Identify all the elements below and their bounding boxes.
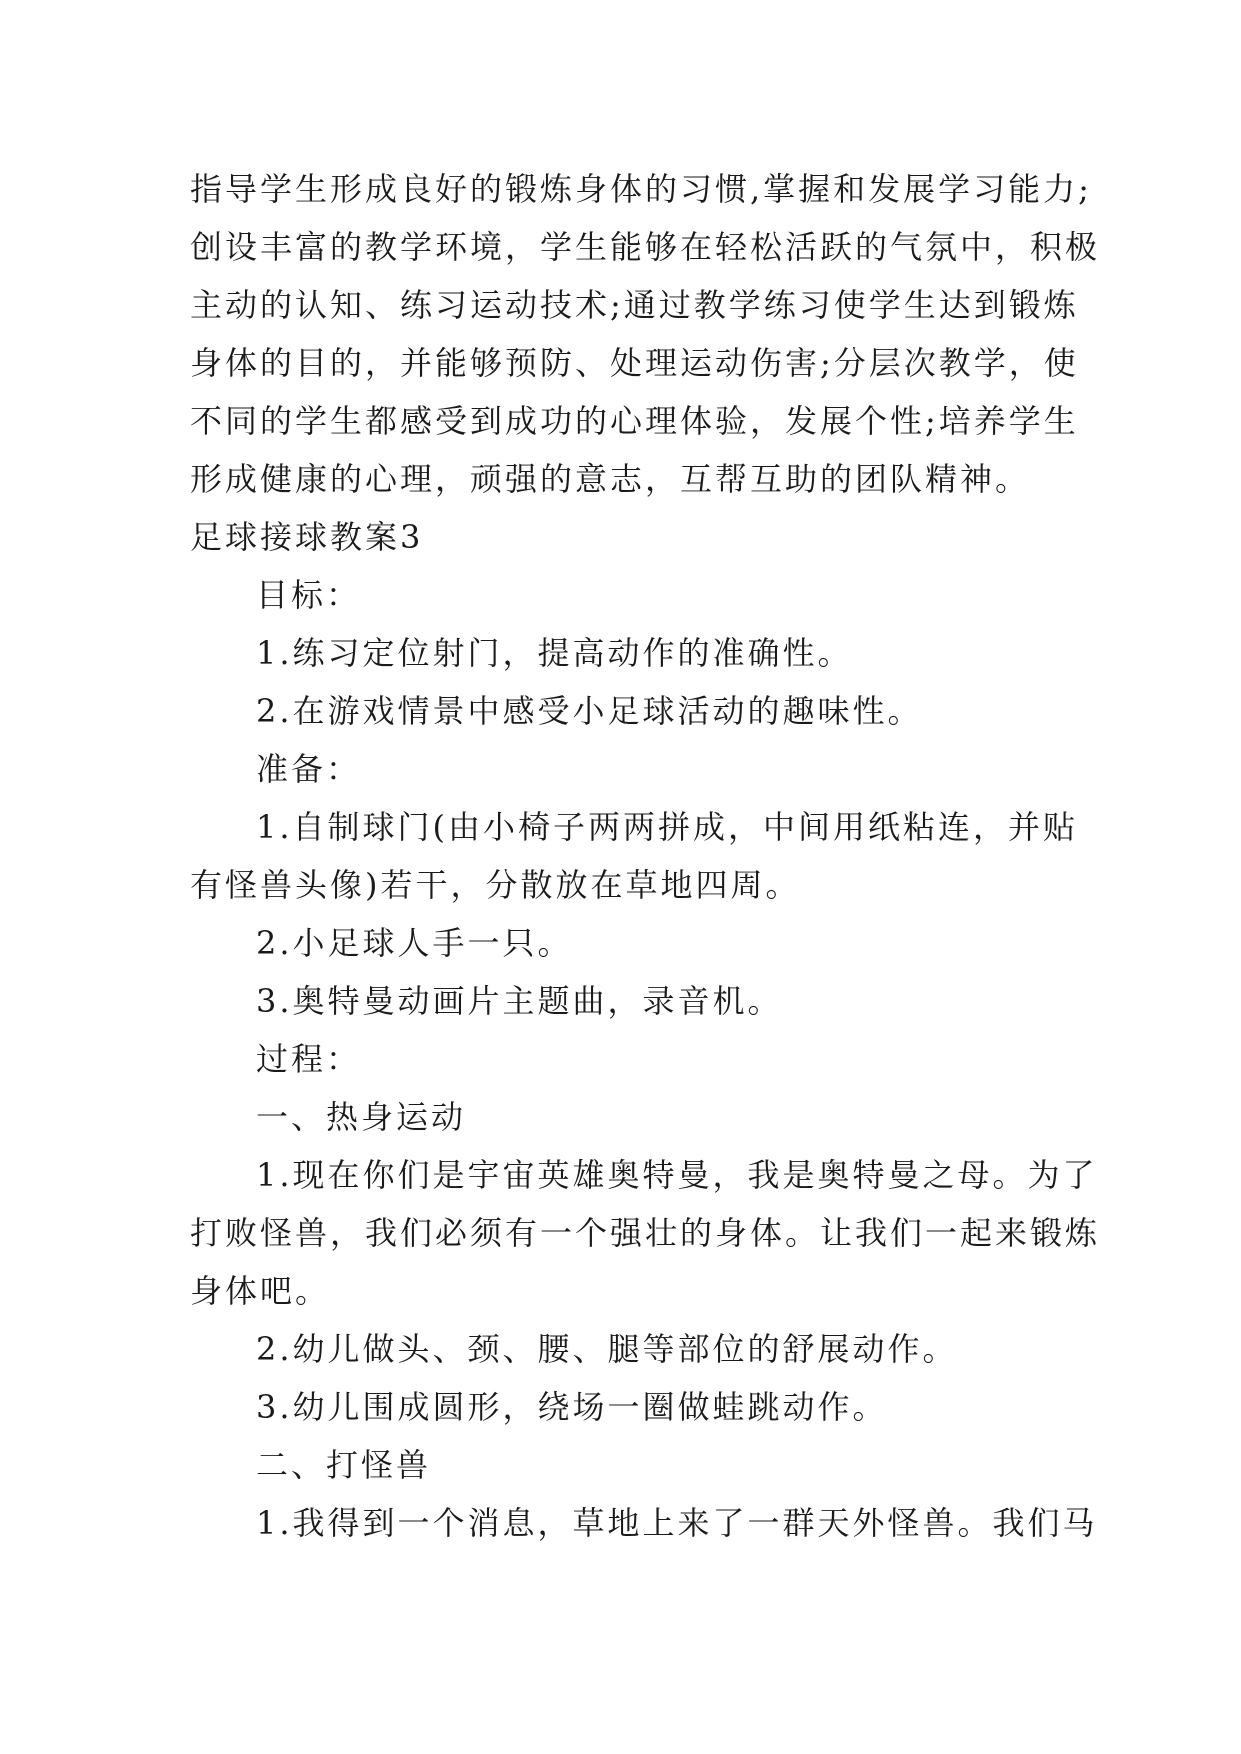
text-line: 1.练习定位射门，提高动作的准确性。 xyxy=(256,634,853,672)
text-line: 2.幼儿做头、颈、腰、腿等部位的舒展动作。 xyxy=(256,1330,958,1368)
text-line: 准备： xyxy=(256,750,362,788)
text-line: 1.我得到一个消息，草地上来了一群天外怪兽。我们马 xyxy=(256,1504,1098,1542)
text-line: 3.奥特曼动画片主题曲，录音机。 xyxy=(256,982,783,1020)
text-line: 一、热身运动 xyxy=(256,1098,467,1136)
text-line: 2.在游戏情景中感受小足球活动的趣味性。 xyxy=(256,692,923,730)
text-line: 过程： xyxy=(256,1040,362,1078)
text-line: 打败怪兽，我们必须有一个强壮的身体。让我们一起来锻炼 xyxy=(190,1214,1101,1252)
text-line: 身体吧。 xyxy=(190,1272,331,1310)
text-line: 创设丰富的教学环境，学生能够在轻松活跃的气氛中，积极 xyxy=(190,228,1101,266)
section-heading: 足球接球教案3 xyxy=(190,518,424,556)
text-line: 不同的学生都感受到成功的心理体验，发展个性;培养学生 xyxy=(190,402,1079,440)
text-line: 1.自制球门(由小椅子两两拼成，中间用纸粘连，并贴 xyxy=(256,808,1079,846)
text-line: 主动的认知、练习运动技术;通过教学练习使学生达到锻炼 xyxy=(190,286,1079,324)
text-line: 1.现在你们是宇宙英雄奥特曼，我是奥特曼之母。为了 xyxy=(256,1156,1098,1194)
text-line: 2.小足球人手一只。 xyxy=(256,924,573,962)
text-line: 目标： xyxy=(256,576,362,614)
text-line: 身体的目的，并能够预防、处理运动伤害;分层次教学，使 xyxy=(190,344,1079,382)
text-line: 有怪兽头像)若干，分散放在草地四周。 xyxy=(190,866,801,904)
document-page xyxy=(190,160,1101,1552)
text-line: 形成健康的心理，顽强的意志，互帮互助的团队精神。 xyxy=(190,460,1031,498)
text-line: 二、打怪兽 xyxy=(256,1446,432,1484)
text-line: 指导学生形成良好的锻炼身体的习惯,掌握和发展学习能力; xyxy=(190,170,1092,208)
text-line: 3.幼儿围成圆形，绕场一圈做蛙跳动作。 xyxy=(256,1388,888,1426)
